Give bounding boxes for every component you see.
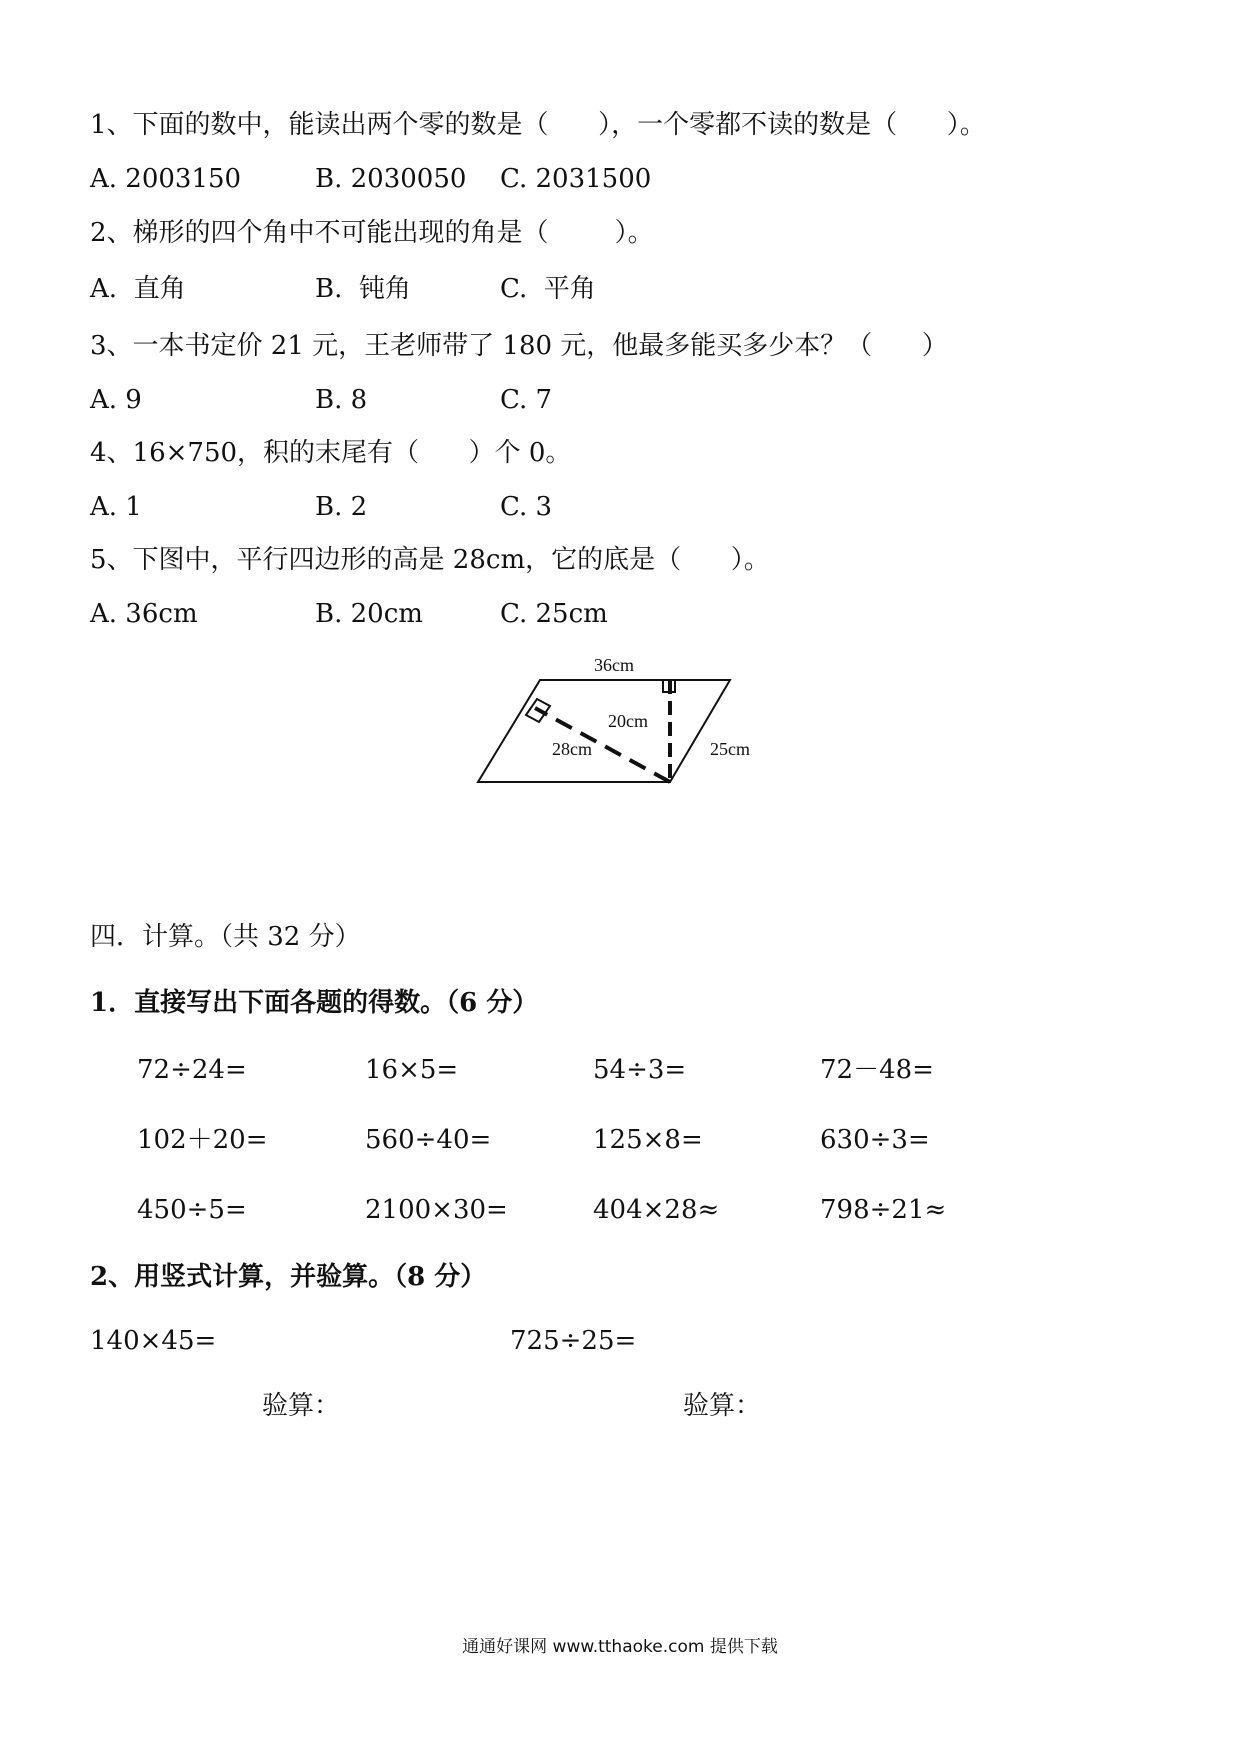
part-1-title: 1．直接写出下面各题的得数。（6 分） (90, 988, 539, 1018)
calc-3-1: 450÷5= (137, 1195, 247, 1225)
question-2-option-b: B. 钝角 (315, 274, 411, 304)
calc-2-4: 630÷3= (820, 1125, 930, 1155)
question-5-option-c: C. 25cm (500, 599, 608, 629)
question-5-option-b: B. 20cm (315, 599, 423, 629)
question-2-option-c: C. 平角 (500, 274, 596, 304)
question-1-option-a: A. 2003150 (90, 164, 242, 194)
question-4-text: 4、16×750，积的末尾有（ ）个 0。 (90, 438, 572, 468)
question-1-option-c: C. 2031500 (500, 164, 652, 194)
calc-2-1: 102＋20= (137, 1125, 268, 1155)
vertical-calc-1: 140×45= (90, 1326, 217, 1356)
question-4-option-b: B. 2 (315, 492, 368, 522)
parallelogram-shape (478, 680, 730, 782)
calc-1-2: 16×5= (365, 1055, 459, 1085)
calc-2-2: 560÷40= (365, 1125, 492, 1155)
label-28cm: 28cm (552, 739, 592, 759)
calc-2-3: 125×8= (593, 1125, 703, 1155)
question-3-option-c: C. 7 (500, 385, 553, 415)
part-2-title: 2、用竖式计算，并验算。（8 分） (90, 1262, 487, 1292)
question-5-text: 5、下图中，平行四边形的高是 28cm，它的底是（ ）。 (90, 545, 770, 575)
label-25cm: 25cm (710, 739, 750, 759)
calc-1-3: 54÷3= (593, 1055, 687, 1085)
question-2-text: 2、梯形的四个角中不可能出现的角是（ ）。 (90, 218, 654, 248)
footer-credit: 通通好课网 www.tthaoke.com 提供下载 (462, 1637, 778, 1657)
question-2-option-a: A. 直角 (90, 274, 186, 304)
question-4-option-c: C. 3 (500, 492, 553, 522)
section-4-title: 四．计算。（共 32 分） (90, 922, 361, 952)
vertical-calc-2: 725÷25= (510, 1326, 637, 1356)
question-5-option-a: A. 36cm (90, 599, 198, 629)
question-1-text: 1、下面的数中，能读出两个零的数是（ ），一个零都不读的数是（ ）。 (90, 110, 986, 140)
label-36cm: 36cm (594, 655, 634, 675)
calc-1-1: 72÷24= (137, 1055, 247, 1085)
check-label-1: 验算： (262, 1391, 341, 1421)
calc-3-3: 404×28≈ (593, 1195, 720, 1225)
question-4-option-a: A. 1 (90, 492, 142, 522)
check-label-2: 验算： (683, 1391, 762, 1421)
parallelogram-figure (470, 645, 790, 805)
question-3-option-b: B. 8 (315, 385, 368, 415)
question-3-text: 3、一本书定价 21 元，王老师带了 180 元，他最多能买多少本？（ ） (90, 331, 948, 361)
question-3-option-a: A. 9 (90, 385, 142, 415)
calc-3-4: 798÷21≈ (820, 1195, 947, 1225)
question-1-option-b: B. 2030050 (315, 164, 467, 194)
calc-1-4: 72－48= (820, 1055, 934, 1085)
calc-3-2: 2100×30= (365, 1195, 508, 1225)
label-20cm: 20cm (608, 711, 648, 731)
